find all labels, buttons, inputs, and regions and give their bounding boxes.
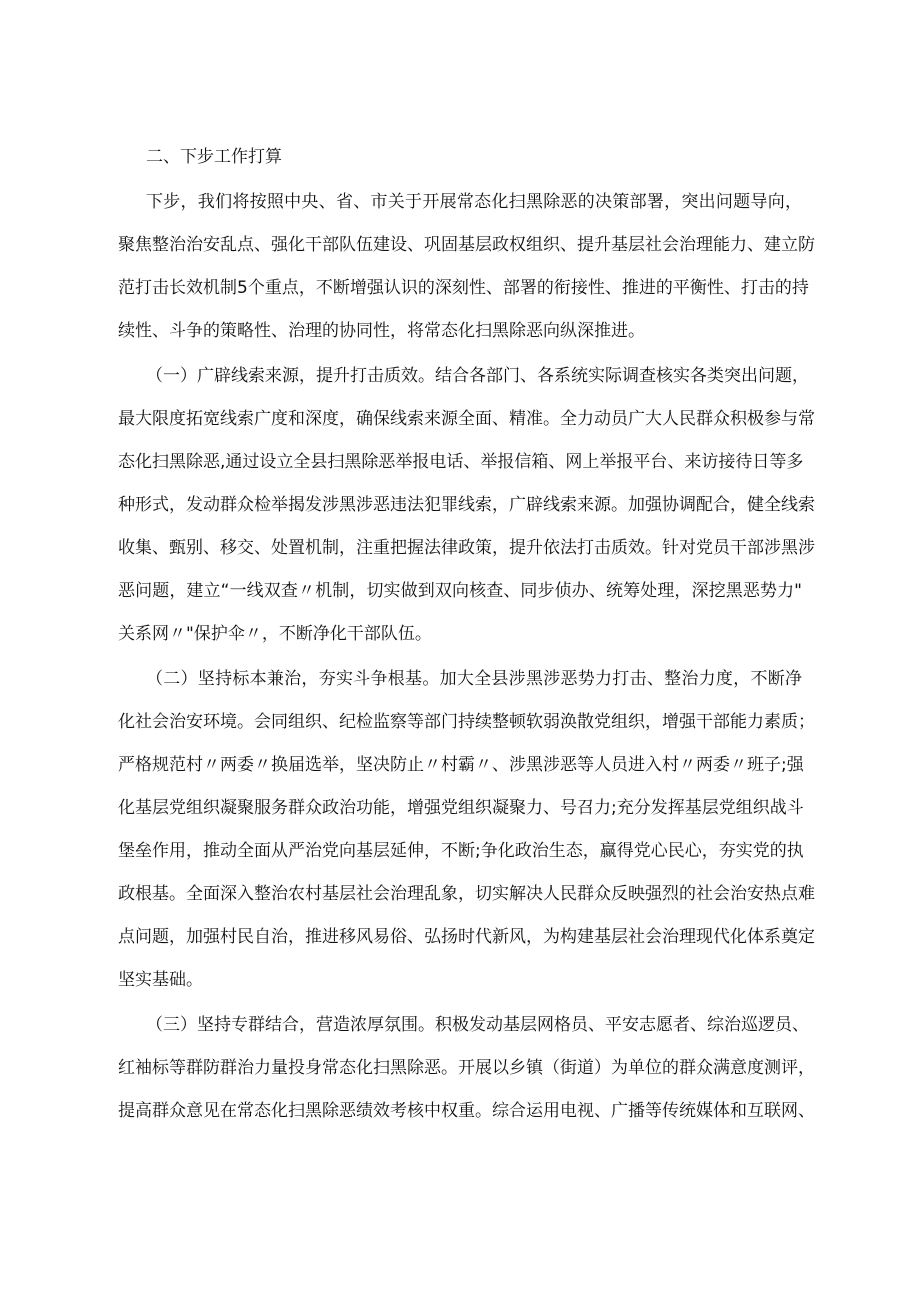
paragraph-line: 收集、甄别、移交、处置机制，注重把握法律政策，提升依法打击质效。针对党员干部涉黑涉: [118, 538, 815, 558]
paragraph-line: 严格规范村〃两委〃换届选举，坚决防止〃村霸〃、涉黑涉恶等人员进入村〃两委〃班子;强: [118, 755, 804, 775]
paragraph-line: 最大限度拓宽线索广度和深度，确保线索来源全面、精准。全力动员广大人民群众积极参与常: [118, 409, 815, 429]
paragraph-line: 政根基。全面深入整治农村基层社会治理乱象，切实解决人民群众反映强烈的社会治安热点难: [118, 884, 815, 904]
paragraph-line: 范打击长效机制5个重点，不断增强认识的深刻性、部署的衔接性、推进的平衡性、打击的持: [118, 278, 809, 298]
paragraph-line: 关系网〃"保护伞〃，不断净化干部队伍。: [118, 624, 432, 644]
paragraph-line: （三）坚持专群结合，营造浓厚氛围。积极发动基层网格员、平安志愿者、综治巡逻员、: [146, 1015, 809, 1035]
paragraph-line: 恶问题，建立“一线双查〃机制，切实做到双向核查、同步侦办、统筹处理，深挖黑恶势力": [118, 581, 802, 601]
paragraph-line: 点问题，加强村民自治，推进移风易俗、弘扬时代新风，为构建基层社会治理现代化体系奠定: [118, 927, 815, 947]
paragraph-line: 红袖标等群防群治力量投身常态化扫黑除恶。开展以乡镇（街道）为单位的群众满意度测评，: [118, 1058, 815, 1078]
section-heading: 二、下步工作打算: [146, 147, 282, 167]
paragraph-line: 种形式，发动群众检举揭发涉黑涉恶违法犯罪线索，广辟线索来源。加强协调配合，健全线索: [118, 495, 815, 515]
paragraph-line: 坚实基础。: [118, 970, 203, 990]
paragraph-line: 态化扫黑除恶,通过设立全县扫黑除恶举报电话、举报信箱、网上举报平台、来访接待日等多: [118, 452, 804, 472]
paragraph-line: （一）广辟线索来源，提升打击质效。结合各部门、各系统实际调查核实各类突出问题，: [146, 366, 809, 386]
paragraph-line: 续性、斗争的策略性、治理的协同性，将常态化扫黑除恶向纵深推进。: [118, 321, 645, 341]
paragraph-line: （二）坚持标本兼治，夯实斗争根基。加大全县涉黑涉恶势力打击、整治力度，不断净: [146, 669, 802, 689]
paragraph-line: 聚焦整治治安乱点、强化干部队伍建设、巩固基层政权组织、提升基层社会治理能力、建立防: [118, 235, 815, 255]
paragraph-line: 化基层党组织凝聚服务群众政治功能，增强党组织凝聚力、号召力;充分发挥基层党组织战斗: [118, 798, 804, 818]
paragraph-line: 提高群众意见在常态化扫黑除恶绩效考核中权重。综合运用电视、广播等传统媒体和互联网、: [118, 1101, 815, 1121]
paragraph-line: 堡垒作用，推动全面从严治党向基层延伸，不断;争化政治生态，赢得党心民心，夯实党的执: [118, 841, 804, 861]
paragraph-line: 化社会治安环境。会同组织、纪检监察等部门持续整顿软弱涣散党组织，增强干部能力素质；: [118, 712, 815, 732]
paragraph-line: 下步，我们将按照中央、省、市关于开展常态化扫黑除恶的决策部署，突出问题导向，: [146, 192, 802, 212]
